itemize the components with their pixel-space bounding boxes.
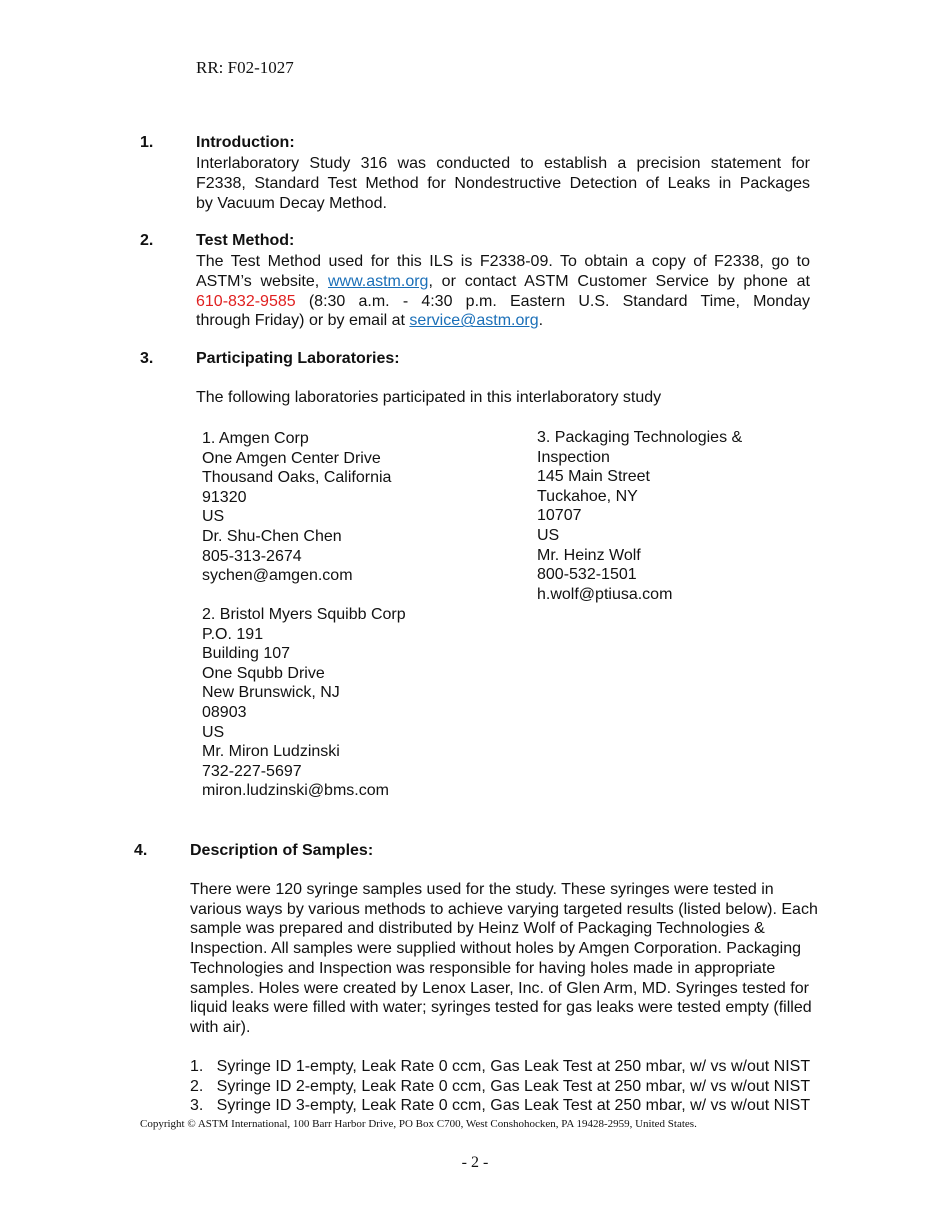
section-4-title: Description of Samples:	[190, 842, 374, 859]
lab-line: 2. Bristol Myers Squibb Corp	[202, 606, 406, 623]
website-prefix: ASTM’s website,	[196, 272, 328, 290]
list-item: 2. Syringe ID 2-empty, Leak Rate 0 ccm, Gas Leak Test at 250 mbar, w/ vs w/out NIST	[190, 1077, 811, 1095]
website-suffix: , or contact ASTM Customer Service by phone at	[428, 272, 810, 290]
lab-line: Mr. Heinz Wolf	[537, 546, 641, 564]
section-4-line: Technologies and Inspection was responsible for having holes made in appropriate	[190, 959, 776, 977]
section-3-title: Participating Laboratories:	[196, 350, 400, 367]
lab-line: Tuckahoe, NY	[537, 487, 638, 505]
section-4-line: There were 120 syringe samples used for the study. These syringes were tested in	[190, 881, 774, 898]
lab-line: US	[537, 526, 560, 544]
lab-line: US	[202, 723, 225, 741]
copyright-notice: Copyright © ASTM International, 100 Barr Harbor Drive, PO Box C700, West Conshohocken, PA 19428-2959, United States.	[140, 1118, 697, 1130]
section-2-line: The Test Method used for this ILS is F2338-09. To obtain a copy of F2338, go to	[196, 253, 810, 270]
lab-line: 91320	[202, 488, 247, 506]
email-prefix: through Friday) or by email at	[196, 312, 410, 330]
list-item: 1. Syringe ID 1-empty, Leak Rate 0 ccm, Gas Leak Test at 250 mbar, w/ vs w/out NIST	[190, 1058, 811, 1075]
section-4-line: samples. Holes were created by Lenox Laser, Inc. of Glen Arm, MD. Syringes tested for	[190, 979, 809, 997]
page-number: - 2 -	[461, 1154, 489, 1171]
section-1-line: by Vacuum Decay Method.	[196, 194, 387, 212]
section-1-line: Interlaboratory Study 316 was conducted to establish a precision statement for	[196, 155, 810, 172]
astm-website-link[interactable]: www.astm.org	[327, 272, 429, 290]
section-4-line: sample was prepared and distributed by Heinz Wolf of Packaging Technologies &	[190, 920, 765, 938]
email-suffix: .	[538, 312, 544, 330]
lab-line: One Amgen Center Drive	[202, 449, 381, 467]
lab-line: 805-313-2674	[202, 547, 302, 565]
lab-line: 1. Amgen Corp	[202, 430, 309, 447]
lab-line: 800-532-1501	[537, 566, 637, 584]
lab-line: 732-227-5697	[202, 762, 302, 780]
lab-line: Mr. Miron Ludzinski	[202, 743, 340, 761]
section-1-line: F2338, Standard Test Method for Nondestructive Detection of Leaks in Packages	[196, 174, 810, 192]
section-4-number: 4.	[134, 842, 148, 859]
section-2-line	[196, 272, 810, 292]
section-1-title: Introduction:	[196, 134, 295, 151]
section-1-body	[196, 154, 810, 213]
lab-line: Thousand Oaks, California	[202, 469, 392, 487]
lab-line: 145 Main Street	[537, 468, 650, 486]
section-2-body	[196, 252, 810, 331]
section-4-line: with air).	[190, 1018, 251, 1036]
section-4-line: various ways by various methods to achieve varying targeted results (listed below). Each	[190, 900, 818, 918]
lab-line: 3. Packaging Technologies &	[537, 429, 743, 446]
section-3-number: 3.	[140, 350, 154, 367]
section-2-title: Test Method:	[196, 232, 295, 249]
section-3-intro: The following laboratories participated in this interlaboratory study	[196, 389, 662, 406]
lab-line: One Squbb Drive	[202, 664, 325, 682]
lab-line: miron.ludzinski@bms.com	[202, 782, 389, 800]
service-email-link[interactable]: service@astm.org	[409, 312, 539, 330]
sample-list	[190, 1057, 810, 1116]
lab-line: Inspection	[537, 448, 610, 466]
section-4-body	[190, 880, 818, 1038]
section-1-number: 1.	[140, 134, 154, 151]
lab-line: h.wolf@ptiusa.com	[537, 585, 673, 603]
lab-line: sychen@amgen.com	[202, 567, 353, 585]
lab-entry-1	[202, 429, 391, 586]
phone-number[interactable]: 610-832-9585	[196, 292, 296, 310]
lab-line: P.O. 191	[202, 625, 264, 643]
lab-line: US	[202, 508, 225, 526]
lab-entry-3	[537, 428, 742, 604]
lab-line: 10707	[537, 507, 582, 525]
section-4-line: Inspection. All samples were supplied without holes by Amgen Corporation. Packaging	[190, 940, 802, 958]
lab-line: Building 107	[202, 645, 291, 663]
lab-line: 08903	[202, 703, 247, 721]
list-item: 3. Syringe ID 3-empty, Leak Rate 0 ccm, Gas Leak Test at 250 mbar, w/ vs w/out NIST	[190, 1097, 811, 1115]
report-id: RR: F02-1027	[196, 58, 294, 77]
section-4-line: liquid leaks were filled with water; syringes tested for gas leaks were tested empty (filled	[190, 999, 812, 1017]
lab-entry-2	[202, 605, 406, 801]
section-2-number: 2.	[140, 232, 154, 249]
section-2-line	[196, 311, 810, 331]
lab-line: New Brunswick, NJ	[202, 684, 340, 702]
section-2-line	[196, 292, 810, 312]
hours-text: (8:30 a.m. - 4:30 p.m. Eastern U.S. Standard Time, Monday	[295, 292, 810, 310]
lab-line: Dr. Shu-Chen Chen	[202, 527, 342, 545]
